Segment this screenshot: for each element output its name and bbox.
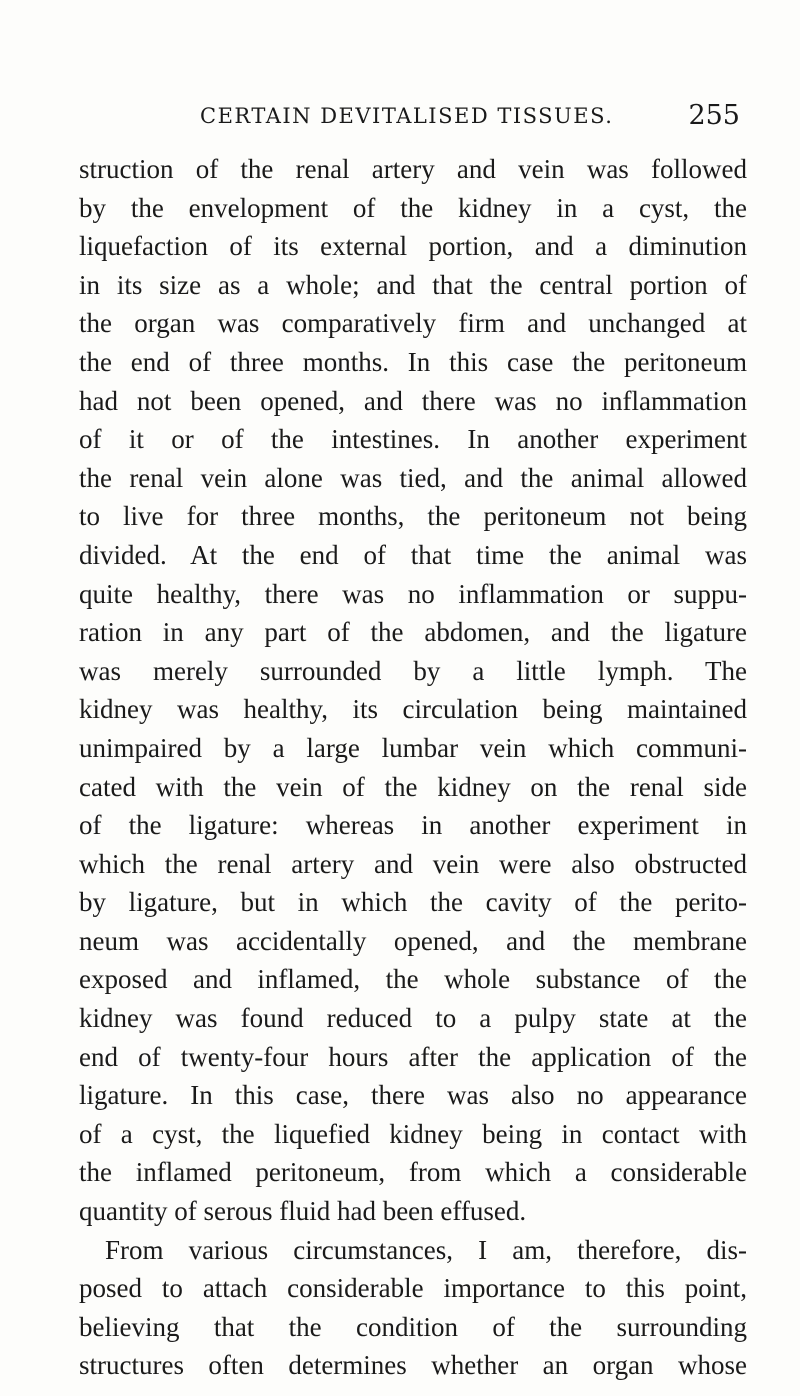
body-text	[79, 150, 747, 1385]
text-line: of it or of the intestines. In another experiment	[79, 424, 747, 455]
text-line: unimpaired by a large lumbar vein which communi-	[79, 732, 747, 763]
text-line: posed to attach considerable importance to this point,	[79, 1273, 747, 1304]
text-line: liquefaction of its external portion, and a diminution	[79, 231, 747, 262]
running-head	[200, 100, 740, 136]
text-line: to live for three months, the peritoneum not being	[79, 501, 747, 532]
text-line: structures often determines whether an organ whose	[79, 1350, 747, 1381]
text-line: kidney was healthy, its circulation being maintained	[79, 694, 747, 725]
text-line: believing that the condition of the surrounding	[79, 1311, 747, 1342]
text-line: end of twenty-four hours after the application of the	[79, 1041, 747, 1072]
text-line: by ligature, but in which the cavity of the perito-	[79, 887, 747, 918]
running-title: CERTAIN DEVITALISED TISSUES.	[200, 104, 614, 128]
text-line: in its size as a whole; and that the central portion of	[79, 269, 747, 300]
text-line: ligature. In this case, there was also no appearance	[79, 1080, 747, 1111]
text-line: cated with the vein of the kidney on the renal side	[79, 771, 747, 802]
text-line-paragraph-start: From various circumstances, I am, therefore, dis-	[105, 1234, 747, 1265]
text-line: ration in any part of the abdomen, and the ligature	[79, 617, 747, 648]
text-line: exposed and inflamed, the whole substance of the	[79, 964, 747, 995]
text-line: the end of three months. In this case the peritoneum	[79, 346, 747, 377]
text-line: the renal vein alone was tied, and the animal allowed	[79, 462, 747, 493]
text-line: which the renal artery and vein were also obstructed	[79, 848, 747, 879]
text-line: was merely surrounded by a little lymph. The	[79, 655, 747, 686]
text-line-paragraph-end: quantity of serous fluid had been effused.	[79, 1196, 527, 1227]
text-line: had not been opened, and there was no inflammation	[79, 385, 747, 416]
text-line: the inflamed peritoneum, from which a considerable	[79, 1157, 747, 1188]
page-number: 255	[688, 100, 740, 131]
text-line: kidney was found reduced to a pulpy state at the	[79, 1003, 747, 1034]
text-line: struction of the renal artery and vein was followed	[79, 154, 747, 184]
text-line: the organ was comparatively firm and unchanged at	[79, 308, 747, 339]
text-line: neum was accidentally opened, and the membrane	[79, 925, 747, 956]
text-line: divided. At the end of that time the animal was	[79, 539, 747, 570]
text-line: quite healthy, there was no inflammation or suppu-	[79, 578, 747, 609]
text-line: of a cyst, the liquefied kidney being in contact with	[79, 1118, 747, 1149]
text-line: of the ligature: whereas in another experiment in	[79, 810, 747, 841]
text-line: by the envelopment of the kidney in a cyst, the	[79, 192, 747, 223]
